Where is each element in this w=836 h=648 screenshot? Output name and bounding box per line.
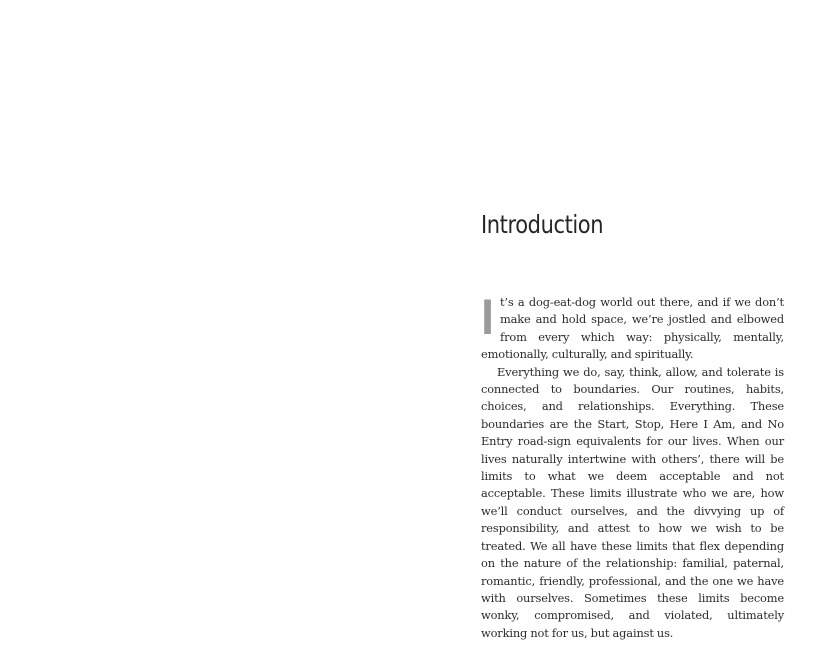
right-page (418, 0, 836, 648)
paragraph-1-text: t’s a dog-eat-dog world out there, and if we don’t make and hold space, we’re jostled and elbowed from every which way: physically, mentally, emotionally, culturally, and spiritually. (481, 295, 784, 362)
body-text (481, 291, 784, 642)
paragraph-2: Everything we do, say, think, allow, and tolerate is connected to boundaries. Our routines, habits, choices, and relationships. Everything. These boundaries are the Start, Stop, Here I Am, and No Entry road-sign equivalents for our lives. When our lives naturally intertwine with others’, there will be limits to what we deem acceptable and not acceptable. These limits illustrate who we are, how we’ll conduct ourselves, and the divvying up of responsibility, and attest to how we wish to be treated. We all have these limits that flex depending on the nature of the relationship: familial, paternal, romantic, friendly, professional, and the one we have with ourselves. Sometimes these limits become wonky, compromised, and violated, ultimately working not for us, but against us. (481, 364, 784, 640)
paragraph-1 (481, 291, 784, 364)
drop-cap: I (481, 291, 495, 346)
chapter-title: Introduction (481, 210, 604, 239)
